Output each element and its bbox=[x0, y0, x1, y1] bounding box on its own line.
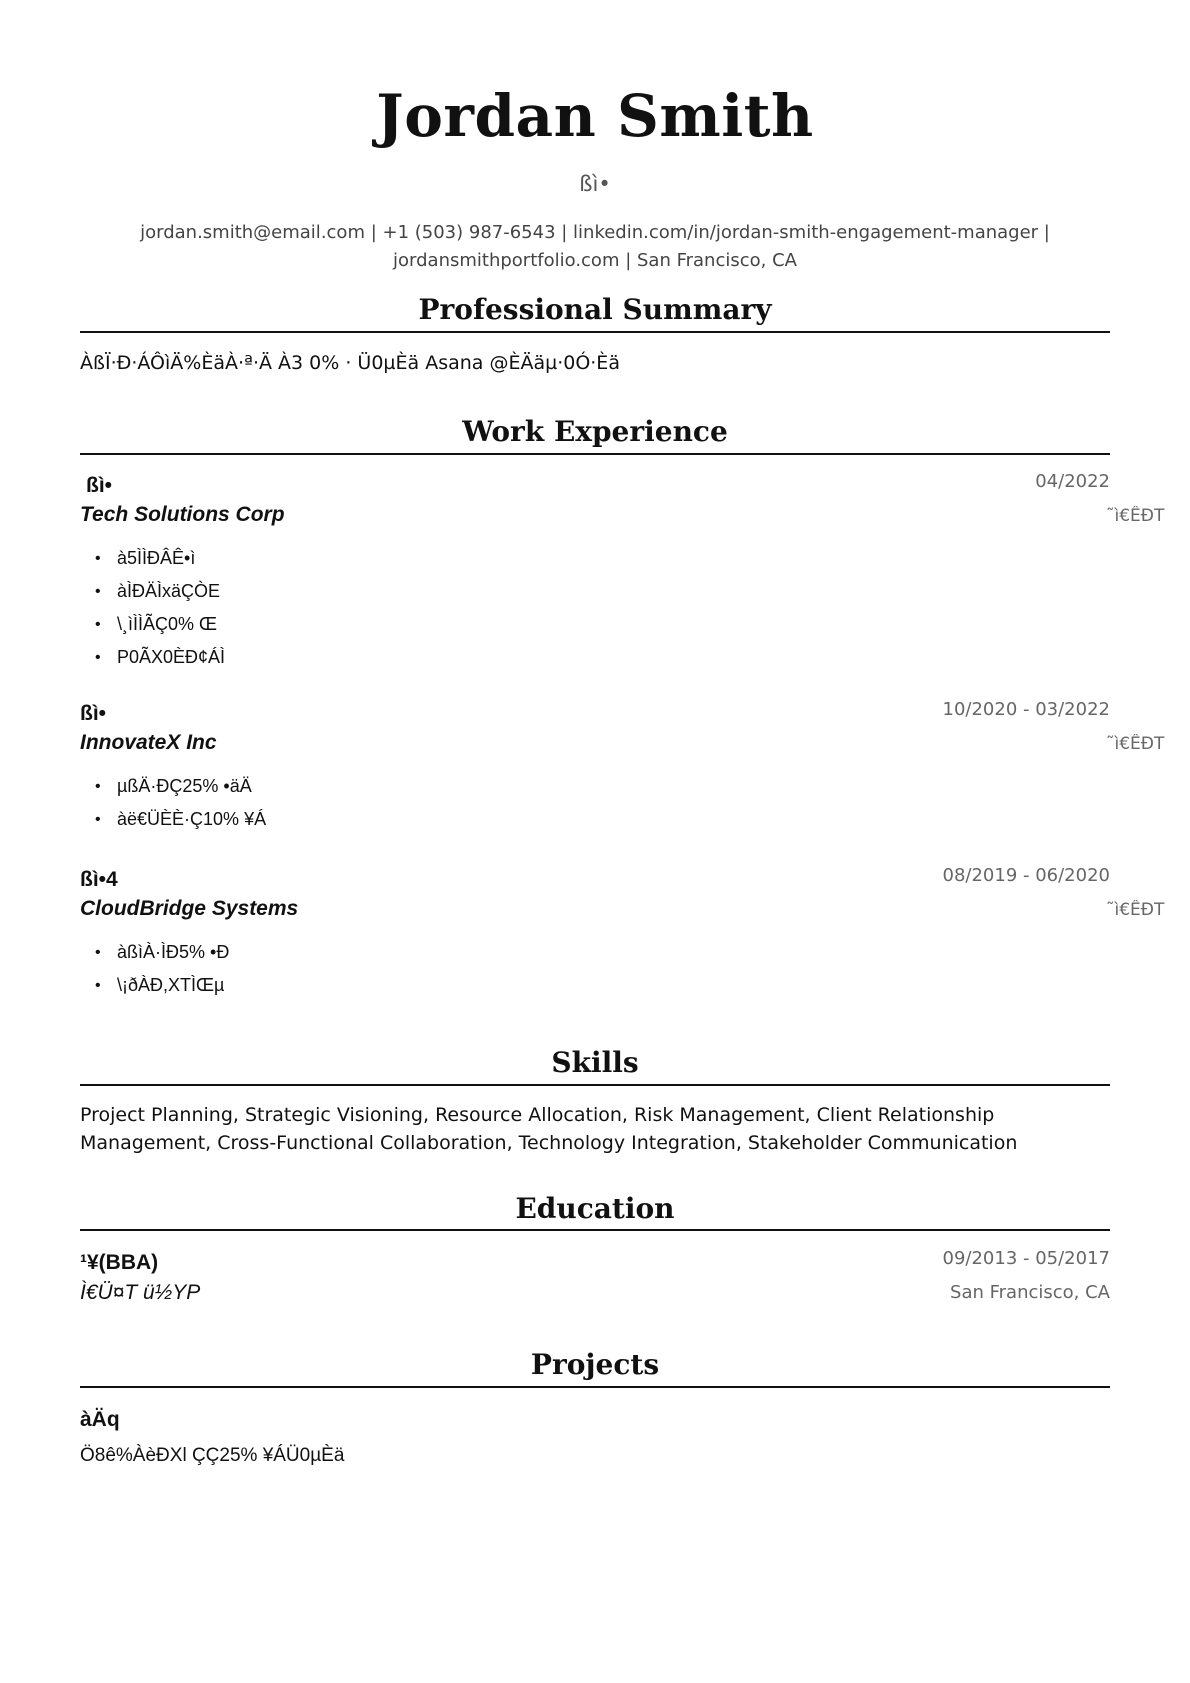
section-divider bbox=[80, 331, 1110, 333]
list-item: • µßÄ·ÐÇ25% •äÄ bbox=[95, 770, 266, 803]
summary-text: ÀßÏ·Ð·ÁÔìÄ%ÈäÀ·ª·Ä À3 0% · Ü0µÈä Asana @ÈÄäµ·0Ó·Èä bbox=[80, 352, 620, 374]
company-name: CloudBridge Systems bbox=[80, 897, 299, 920]
section-divider bbox=[80, 1229, 1110, 1231]
job-location: ˜ì€ÊÐT bbox=[1106, 900, 1165, 920]
project-name: àÄq bbox=[80, 1408, 120, 1431]
job-bullets bbox=[95, 542, 225, 674]
job-dates: 04/2022 bbox=[1035, 471, 1110, 492]
candidate-name: Jordan Smith bbox=[376, 82, 814, 150]
list-item: • àë€ÜÈÈ·Ç10% ¥Á bbox=[95, 803, 266, 836]
section-title-experience: Work Experience bbox=[462, 415, 728, 448]
job-dates: 10/2020 - 03/2022 bbox=[942, 699, 1110, 720]
section-title-summary: Professional Summary bbox=[418, 293, 772, 326]
contact-info bbox=[100, 219, 1090, 275]
list-item: • à5ÌÌÐÂÊ•ì bbox=[95, 542, 225, 575]
job-bullets bbox=[95, 936, 229, 1002]
job-title: ßì• bbox=[80, 702, 107, 725]
contact-line-2: jordansmithportfolio.com | San Francisco, CA bbox=[393, 250, 797, 271]
section-divider bbox=[80, 1084, 1110, 1086]
list-item: • \¡ðÀÐ,XTÌŒµ bbox=[95, 969, 229, 1002]
section-title-education: Education bbox=[515, 1192, 675, 1225]
company-name: InnovateX Inc bbox=[80, 731, 217, 754]
project-description: Ö8ê%ÀèÐXl ÇÇ25% ¥ÁÜ0µÈä bbox=[80, 1445, 345, 1466]
education-dates: 09/2013 - 05/2017 bbox=[942, 1248, 1110, 1269]
job-bullets bbox=[95, 770, 266, 836]
section-title-projects: Projects bbox=[530, 1348, 660, 1381]
job-location: ˜ì€ÊÐT bbox=[1106, 506, 1165, 526]
list-item: • àÌÐÄÌxäÇÒE bbox=[95, 575, 225, 608]
list-item: • àßìÀ·ÌÐ5% •Ð bbox=[95, 936, 229, 969]
contact-line-1: jordan.smith@email.com | +1 (503) 987-6543 | linkedin.com/in/jordan-smith-engagement-manager | bbox=[140, 222, 1050, 243]
skills-list: Project Planning, Strategic Visioning, Resource Allocation, Risk Management, Client Relationship Management, Cross-Functional Collaboration, Technology Integration, Stakeholder Communication bbox=[80, 1104, 1018, 1154]
list-item: • P0ÃX0ÈÐ¢ÁÌ bbox=[95, 641, 225, 674]
job-title: ßì• bbox=[86, 474, 113, 497]
headline: ßì• bbox=[579, 172, 611, 196]
job-title: ßì•4 bbox=[80, 868, 118, 891]
section-divider bbox=[80, 453, 1110, 455]
section-divider bbox=[80, 1386, 1110, 1388]
company-name: Tech Solutions Corp bbox=[80, 503, 285, 526]
degree: ¹¥(BBA) bbox=[80, 1251, 159, 1274]
section-title-skills: Skills bbox=[551, 1046, 639, 1079]
list-item: • \¸ìÌÌÃÇ0% Œ bbox=[95, 608, 225, 641]
job-dates: 08/2019 - 06/2020 bbox=[942, 865, 1110, 886]
institution-name: Ì€Ü¤T ü½YP bbox=[80, 1281, 201, 1304]
job-location: ˜ì€ÊÐT bbox=[1106, 734, 1165, 754]
education-location: San Francisco, CA bbox=[950, 1282, 1110, 1303]
